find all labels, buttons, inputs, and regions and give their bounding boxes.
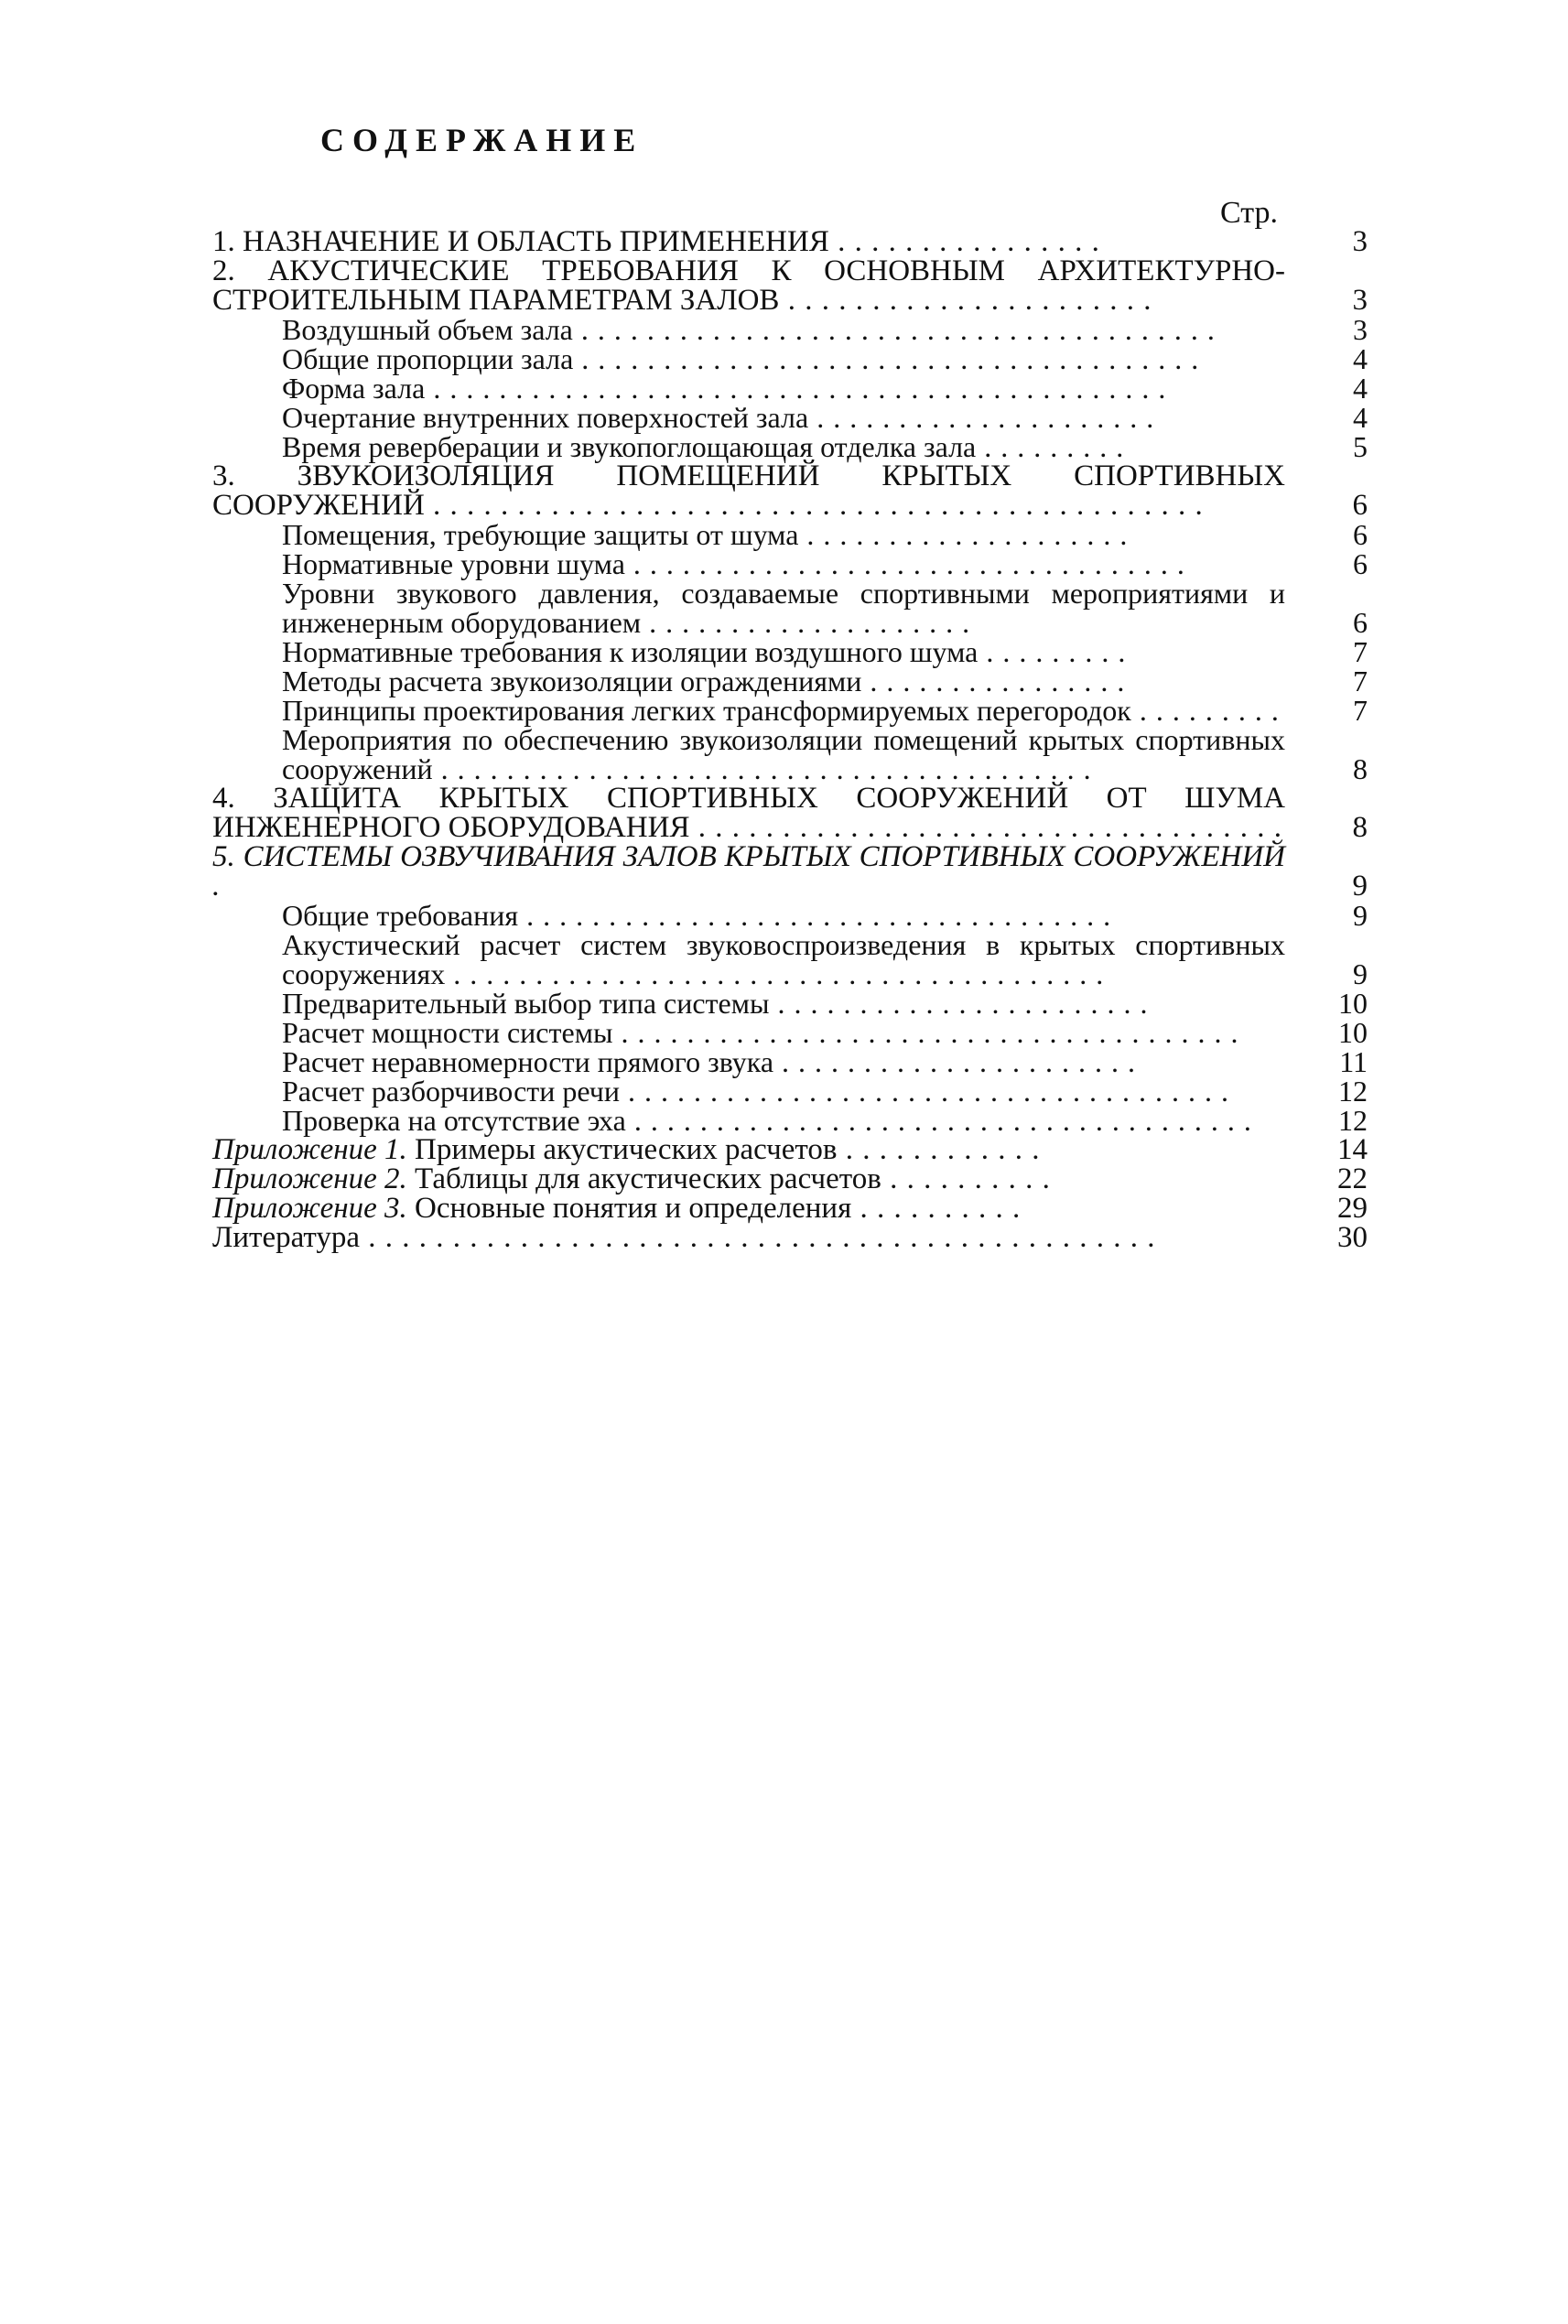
toc-entry-text: Расчет разборчивости речи	[282, 1075, 621, 1108]
toc-entry-text: Очертание внутренних поверхностей зала	[282, 401, 809, 434]
toc-entry-text: Литература	[212, 1221, 361, 1254]
toc-entry-text: Таблицы для акустических расчетов	[414, 1162, 881, 1195]
toc-entry-page: 14	[1337, 1133, 1368, 1166]
toc-entry: Принципы проектирования легких трансформируемых перегородок . . . . . . . . . 7	[282, 694, 1368, 727]
table-of-contents	[212, 196, 1368, 1252]
toc-entry-page: 8	[1353, 752, 1368, 785]
toc-entry: Приложение 1. Примеры акустических расчетов . . . . . . . . . . . . 14	[212, 1133, 1368, 1166]
toc-entry-page: 3	[1352, 225, 1368, 258]
toc-entry: Помещения, требующие защиты от шума . . . . . . . . . . . . . . . . . . . . 6	[282, 518, 1368, 551]
toc-entry: 1. НАЗНАЧЕНИЕ И ОБЛАСТЬ ПРИМЕНЕНИЯ . . . . . . . . . . . . . . . . 3	[212, 225, 1368, 258]
toc-entry-page: 7	[1353, 665, 1368, 697]
toc-entry-text: 4. ЗАЩИТА КРЫТЫХ СПОРТИВНЫХ СООРУЖЕНИЙ ОТ ШУМА ИНЖЕНЕРНОГО ОБОРУДОВАНИЯ	[212, 782, 1285, 844]
toc-entry-text: Нормативные уровни шума	[282, 547, 625, 580]
toc-entry-text: 5. СИСТЕМЫ ОЗВУЧИВАНИЯ ЗАЛОВ КРЫТЫХ СПОРТИВНЫХ СООРУЖЕНИЙ	[212, 840, 1285, 873]
toc-entry: Нормативные требования к изоляции воздушного шума . . . . . . . . . 7	[282, 635, 1368, 668]
toc-entry-text: Расчет мощности системы	[282, 1016, 613, 1049]
toc-entry-page: 8	[1352, 811, 1368, 844]
toc-entry-page: 12	[1338, 1104, 1368, 1137]
toc-entry-text: Форма зала	[282, 372, 426, 405]
toc-entry-page: 22	[1337, 1162, 1368, 1195]
toc-entry: Приложение 2. Таблицы для акустических расчетов . . . . . . . . . . 22	[212, 1162, 1368, 1195]
toc-entry-page: 12	[1338, 1075, 1368, 1108]
toc-entry-page: 6	[1353, 518, 1368, 551]
toc-entry-text: Основные понятия и определения	[414, 1192, 852, 1225]
toc-entry: Расчет мощности системы . . . . . . . . . . . . . . . . . . . . . . . . . . . . . . . . . . . . . . 10	[282, 1016, 1368, 1049]
toc-entry-page: 30	[1337, 1221, 1368, 1254]
toc-entry-text: 2. АКУСТИЧЕСКИЕ ТРЕБОВАНИЯ К ОСНОВНЫМ АРХИТЕКТУРНО-СТРОИТЕЛЬНЫМ ПАРАМЕТРАМ ЗАЛОВ	[212, 254, 1285, 317]
toc-entry-page: 5	[1353, 430, 1368, 463]
toc-entry: Расчет неравномерности прямого звука . . . . . . . . . . . . . . . . . . . . . . 11	[282, 1045, 1368, 1078]
toc-entry-prefix: Приложение 3.	[212, 1192, 407, 1225]
toc-entry-page: 6	[1353, 547, 1368, 580]
toc-entry-page: 3	[1353, 313, 1368, 346]
toc-entry-page: 4	[1353, 372, 1368, 405]
toc-entry: Нормативные уровни шума . . . . . . . . . . . . . . . . . . . . . . . . . . . . . . . . . . 6	[282, 547, 1368, 580]
toc-entry-text: Примеры акустических расчетов	[414, 1133, 838, 1166]
toc-entry: 4. ЗАЩИТА КРЫТЫХ СПОРТИВНЫХ СООРУЖЕНИЙ ОТ ШУМА ИНЖЕНЕРНОГО ОБОРУДОВАНИЯ . . . . . . . . . . . . . . . . . . . . . . . . . . . . . . . . . . . 8	[212, 782, 1368, 844]
toc-entry: 2. АКУСТИЧЕСКИЕ ТРЕБОВАНИЯ К ОСНОВНЫМ АРХИТЕКТУРНО-СТРОИТЕЛЬНЫМ ПАРАМЕТРАМ ЗАЛОВ . . . . . . . . . . . . . . . . . . . . . . 3	[212, 254, 1368, 317]
toc-entry-text: Акустический расчет систем звуковоспроизведения в крытых спортивных сооружениях	[282, 928, 1285, 990]
toc-entry: Расчет разборчивости речи . . . . . . . . . . . . . . . . . . . . . . . . . . . . . . . . . . . . . 12	[282, 1075, 1368, 1108]
toc-entry-page: 9	[1353, 957, 1368, 990]
toc-entry-text: 3. ЗВУКОИЗОЛЯЦИЯ ПОМЕЩЕНИЙ КРЫТЫХ СПОРТИВНЫХ СООРУЖЕНИЙ	[212, 459, 1285, 522]
toc-entry-text: Принципы проектирования легких трансформируемых перегородок	[282, 694, 1131, 727]
toc-entry-page: 10	[1338, 1016, 1368, 1049]
toc-entry-page: 11	[1339, 1045, 1368, 1078]
toc-entry: 3. ЗВУКОИЗОЛЯЦИЯ ПОМЕЩЕНИЙ КРЫТЫХ СПОРТИВНЫХ СООРУЖЕНИЙ . . . . . . . . . . . . . . . . . . . . . . . . . . . . . . . . . . . . . . . . . . . . . . 6	[212, 459, 1368, 522]
toc-entry: Методы расчета звукоизоляции ограждениями . . . . . . . . . . . . . . . . 7	[282, 665, 1368, 697]
toc-entry: Время реверберации и звукопоглощающая отделка зала . . . . . . . . . 5	[282, 430, 1368, 463]
page-column-label: Стр.	[1219, 196, 1278, 230]
toc-entry: Литература . . . . . . . . . . . . . . . . . . . . . . . . . . . . . . . . . . . . . . . . . . . . . . . 30	[212, 1221, 1368, 1254]
toc-entry-text: Нормативные требования к изоляции воздушного шума	[282, 635, 979, 668]
toc-entry-page: 7	[1353, 694, 1368, 727]
toc-entry-text: Расчет неравномерности прямого звука	[282, 1045, 774, 1078]
toc-entry-text: Время реверберации и звукопоглощающая отделка зала	[282, 430, 977, 463]
toc-entry-page: 3	[1352, 284, 1368, 317]
toc-entry: Приложение 3. Основные понятия и определения . . . . . . . . . . 29	[212, 1192, 1368, 1225]
toc-entry: Проверка на отсутствие эха . . . . . . . . . . . . . . . . . . . . . . . . . . . . . . . . . . . . . . 12	[282, 1104, 1368, 1137]
toc-entry-page: 9	[1353, 899, 1368, 932]
page-title: СОДЕРЖАНИЕ	[320, 122, 644, 158]
toc-entry-text: Воздушный объем зала	[282, 313, 573, 346]
toc-entry-text: Мероприятия по обеспечению звукоизоляции помещений крытых спортивных сооружений	[282, 723, 1285, 785]
toc-entry: Акустический расчет систем звуковоспроизведения в крытых спортивных сооружениях . . . . . . . . . . . . . . . . . . . . . . . . . . . . . . . . . . . . . . . . 9	[282, 928, 1368, 990]
toc-entry: Общие требования . . . . . . . . . . . . . . . . . . . . . . . . . . . . . . . . . . . . 9	[282, 899, 1368, 932]
toc-entry-text: Проверка на отсутствие эха	[282, 1104, 626, 1137]
toc-entry-text: Уровни звукового давления, создаваемые спортивными мероприятиями и инженерным оборудованием	[282, 577, 1285, 639]
toc-entry: Очертание внутренних поверхностей зала . . . . . . . . . . . . . . . . . . . . . 4	[282, 401, 1368, 434]
toc-entry-text: Общие пропорции зала	[282, 342, 574, 375]
toc-entry-prefix: Приложение 1.	[212, 1133, 407, 1166]
toc-entry-text: 1. НАЗНАЧЕНИЕ И ОБЛАСТЬ ПРИМЕНЕНИЯ	[212, 225, 829, 258]
toc-entry: 5. СИСТЕМЫ ОЗВУЧИВАНИЯ ЗАЛОВ КРЫТЫХ СПОРТИВНЫХ СООРУЖЕНИЙ . 9	[212, 840, 1368, 903]
toc-entry-page: 4	[1353, 401, 1368, 434]
toc-entry-prefix: Приложение 2.	[212, 1162, 407, 1195]
toc-entry-text: Предварительный выбор типа системы	[282, 987, 770, 1020]
toc-entry-page: 7	[1353, 635, 1368, 668]
toc-entry-page: 29	[1337, 1192, 1368, 1225]
toc-entry: Предварительный выбор типа системы . . . . . . . . . . . . . . . . . . . . . . . 10	[282, 987, 1368, 1020]
toc-entry-page: 4	[1353, 342, 1368, 375]
toc-entry-text: Методы расчета звукоизоляции ограждениями	[282, 665, 862, 697]
toc-entry: Мероприятия по обеспечению звукоизоляции помещений крытых спортивных сооружений . . . . . . . . . . . . . . . . . . . . . . . . . . . . . . . . . . . . . . . . 8	[282, 723, 1368, 785]
toc-entry-page: 6	[1353, 606, 1368, 639]
toc-entry-page: 6	[1352, 489, 1368, 522]
toc-entry: Уровни звукового давления, создаваемые спортивными мероприятиями и инженерным оборудованием . . . . . . . . . . . . . . . . . . . . 6	[282, 577, 1368, 639]
toc-entry-text: Общие требования	[282, 899, 519, 932]
toc-entry: Форма зала . . . . . . . . . . . . . . . . . . . . . . . . . . . . . . . . . . . . . . . . . . . . . 4	[282, 372, 1368, 405]
toc-entry: Воздушный объем зала . . . . . . . . . . . . . . . . . . . . . . . . . . . . . . . . . . . . . . . 3	[282, 313, 1368, 346]
toc-entry-page: 10	[1338, 987, 1368, 1020]
toc-entry-text: Помещения, требующие защиты от шума	[282, 518, 799, 551]
toc-entry-page: 9	[1352, 870, 1368, 903]
toc-entry: Общие пропорции зала . . . . . . . . . . . . . . . . . . . . . . . . . . . . . . . . . . . . . . 4	[282, 342, 1368, 375]
